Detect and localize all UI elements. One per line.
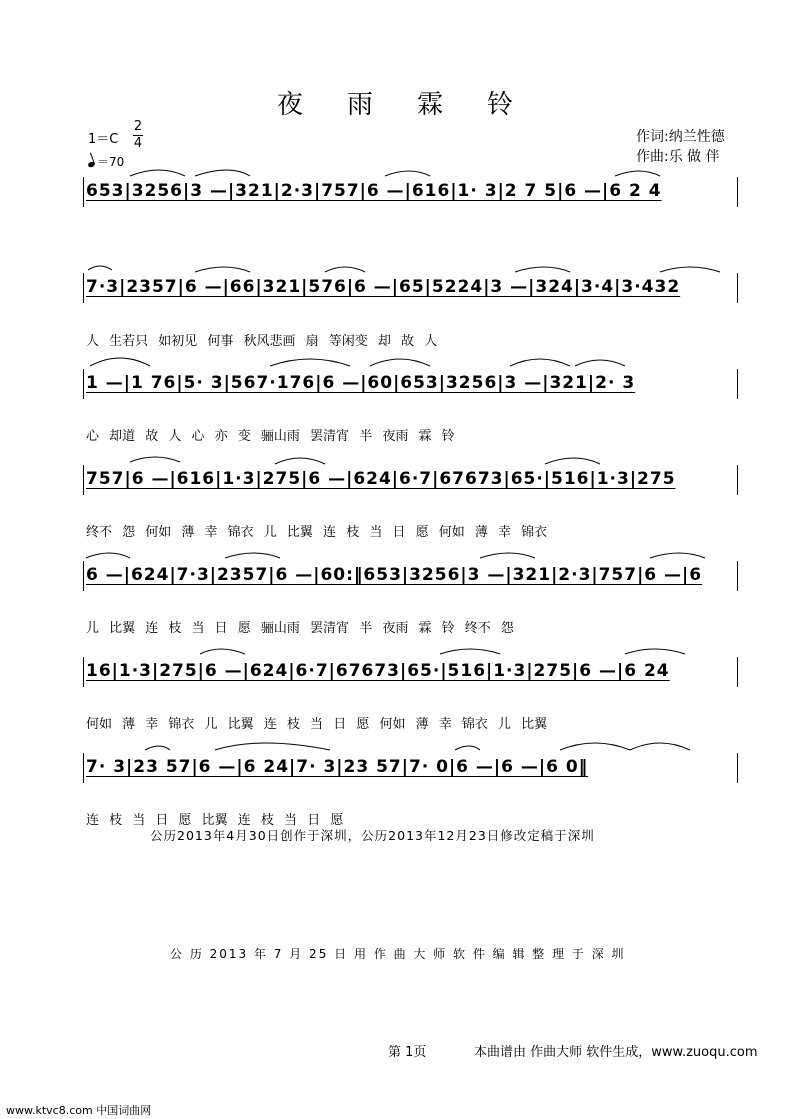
lyric-line-1: 人 生若只 如初见 何事 秋风悲画 扇 等闲变 却 故 人 <box>86 334 438 349</box>
notation-row: 7· 3|23 57|6 —|6 24|7· 3|23 57|7· 0|6 —|6 —|6 0‖ <box>86 757 589 777</box>
notation-row: 757|6 —|616|1·3|275|6 —|624|6·7|67673|65·|516|1·3|275 <box>86 469 676 489</box>
creation-note: 公历2013年4月30日创作于深圳，公历2013年12月23日修改定稿于深圳 <box>150 828 595 843</box>
edit-note: 公 历 2013 年 7 月 25 日 用 作 曲 大 师 软 件 编 辑 整 理 于 深 圳 <box>170 947 626 961</box>
title-char: 铃 <box>487 90 514 120</box>
notation-row: 653|3256|3 —|321|2·3|757|6 —|616|1· 3|2 7 5|6 —|6 2 4 <box>86 181 662 201</box>
notation-row: 7·3|2357|6 —|66|321|576|6 —|65|5224|3 —|324|3·4|3·432 <box>86 277 681 297</box>
notation-row: 16|1·3|275|6 —|624|6·7|67673|65·|516|1·3|275|6 —|6 24 <box>86 661 670 681</box>
key-signature: 1＝C <box>88 132 119 147</box>
notation-row: 1 —|1 76|5· 3|567·176|6 —|60|653|3256|3 —|321|2· 3 <box>86 373 636 393</box>
title-char: 雨 <box>346 90 373 120</box>
title-char: 夜 <box>276 90 303 120</box>
watermark: www.ktvc8.com 中国词曲网 <box>6 1104 152 1117</box>
lyric-line-6: 连 枝 当 日 愿 比翼 连 枝 当 日 愿 <box>86 813 344 828</box>
lyric-line-4: 儿 比翼 连 枝 当 日 愿 骊山雨 罢清宵 半 夜雨 霖 铃 终不 怨 <box>86 621 514 636</box>
lyric-line-3: 终不 怨 何如 薄 幸 锦衣 儿 比翼 连 枝 当 日 愿 何如 薄 幸 锦衣 <box>86 525 548 540</box>
lyric-line-2: 心 却道 故 人 心 亦 变 骊山雨 罢清宵 半 夜雨 霖 铃 <box>86 429 455 444</box>
generator-credit: 本曲谱由 作曲大师 软件生成，www.zuoqu.com <box>474 1045 758 1060</box>
meter-bottom: 4 <box>133 136 143 151</box>
title-char: 霖 <box>417 90 444 120</box>
meter-top: 2 <box>133 119 143 134</box>
tempo-value: ＝70 <box>97 155 125 169</box>
composer: 作曲:乐 做 伴 <box>636 149 720 165</box>
lyric-line-5: 何如 薄 幸 锦衣 儿 比翼 连 枝 当 日 愿 何如 薄 幸 锦衣 儿 比翼 <box>86 717 548 732</box>
lyricist: 作词:纳兰性德 <box>636 129 725 145</box>
notation-row: 6 —|624|7·3|2357|6 —|60:‖653|3256|3 —|321|2·3|757|6 —|6 <box>86 565 703 585</box>
page-number: 第 1页 <box>388 1045 427 1060</box>
